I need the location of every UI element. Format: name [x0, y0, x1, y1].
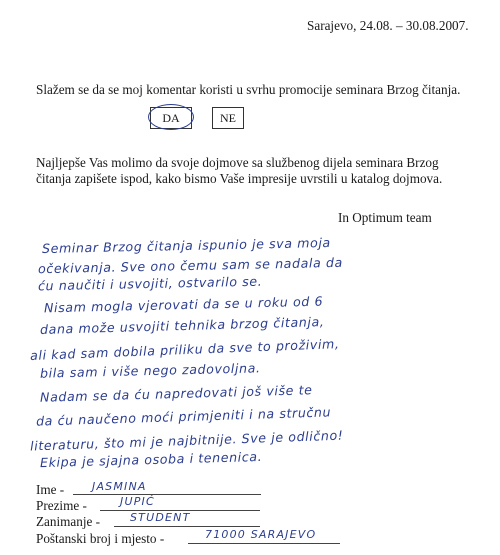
- name-label: Ime -: [36, 482, 65, 497]
- postal-field-underline: [188, 543, 340, 544]
- consent-statement: Slažem se da se moj komentar koristi u svrhu promocije seminara Brzog čitanja.: [36, 82, 461, 97]
- no-checkbox[interactable]: [212, 107, 244, 129]
- name-value: JASMINA: [92, 480, 147, 493]
- handwritten-line: bila sam i više nego zadovoljna.: [39, 360, 261, 381]
- name-field-underline: [73, 494, 261, 495]
- handwritten-line: ću naučiti i usvojiti, ostvarilo se.: [37, 273, 263, 294]
- handwritten-line: literaturu, što mi je najbitnije. Sve je odlično!: [29, 427, 344, 454]
- handwritten-line: Seminar Brzog čitanja ispunio je sva moja: [41, 234, 331, 257]
- occupation-field-underline: [114, 526, 260, 527]
- handwritten-line: Nisam mogla vjerovati da se u roku od 6: [43, 293, 324, 316]
- handwritten-line: da ću naučeno moći primjeniti i na stručnu: [35, 404, 332, 429]
- team-signature: In Optimum team: [338, 210, 432, 225]
- yes-selection-circle: [148, 104, 194, 130]
- no-label: NE: [220, 111, 236, 125]
- postal-label: Poštanski broj i mjesto -: [36, 531, 165, 546]
- surname-value: JUPIĆ: [120, 495, 155, 508]
- surname-label: Prezime -: [36, 498, 87, 513]
- request-line-1: Najljepše Vas molimo da svoje dojmove sa službenog dijela seminara Brzog: [36, 155, 439, 170]
- handwritten-line: Ekipa je sjajna osoba i tenenica.: [39, 448, 263, 471]
- request-line-2: čitanja zapišete ispod, kako bismo Vaše impresije uvrstili u katalog dojmova.: [36, 171, 443, 186]
- handwritten-line: dana može usvojiti tehnika brzog čitanja,: [39, 314, 325, 337]
- handwritten-line: ali kad sam dobila priliku da sve to proživim,: [29, 336, 340, 363]
- handwritten-line: očekivanja. Sve ono čemu sam se nadala da: [37, 254, 343, 277]
- document-date: Sarajevo, 24.08. – 30.08.2007.: [307, 18, 469, 33]
- occupation-label: Zanimanje -: [36, 514, 101, 529]
- postal-value: 71000 SARAJEVO: [205, 528, 317, 541]
- yes-label: DA: [162, 111, 180, 125]
- occupation-value: STUDENT: [130, 511, 191, 524]
- handwritten-line: Nadam se da ću napredovati još više te: [39, 382, 313, 405]
